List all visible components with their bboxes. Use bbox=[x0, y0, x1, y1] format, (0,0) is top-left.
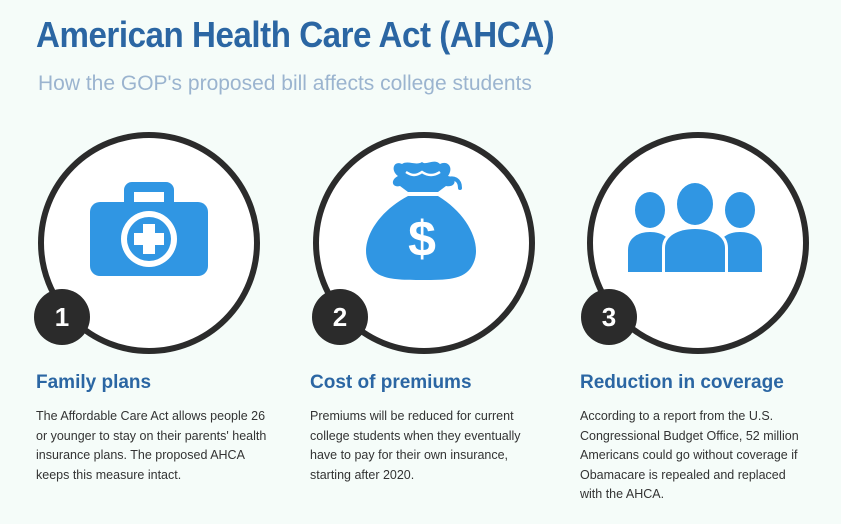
item-heading: Family plans bbox=[36, 372, 152, 393]
money-bag-icon bbox=[360, 158, 482, 284]
page-subtitle: How the GOP's proposed bill affects college students bbox=[38, 72, 532, 95]
page-title: American Health Care Act (AHCA) bbox=[36, 14, 555, 55]
item-body: The Affordable Care Act allows people 26 or younger to stay on their parents' health insurance plans. The proposed AHCA keeps this measure intact. bbox=[36, 409, 267, 482]
step-number-badge: 2 bbox=[312, 289, 368, 345]
step-number-badge: 1 bbox=[34, 289, 90, 345]
item-body: According to a report from the U.S. Congressional Budget Office, 52 million Americans could go without coverage if Obamacare is repealed and replaced with the AHCA. bbox=[580, 409, 799, 501]
item-heading: Reduction in coverage bbox=[580, 372, 784, 393]
item-heading: Cost of premiums bbox=[310, 372, 472, 393]
step-number-badge: 3 bbox=[581, 289, 637, 345]
svg-text:$: $ bbox=[408, 211, 436, 267]
people-group-icon bbox=[628, 180, 762, 272]
item-body: Premiums will be reduced for current college students when they eventually have to pay for their own insurance, starting after 2020. bbox=[310, 409, 521, 482]
